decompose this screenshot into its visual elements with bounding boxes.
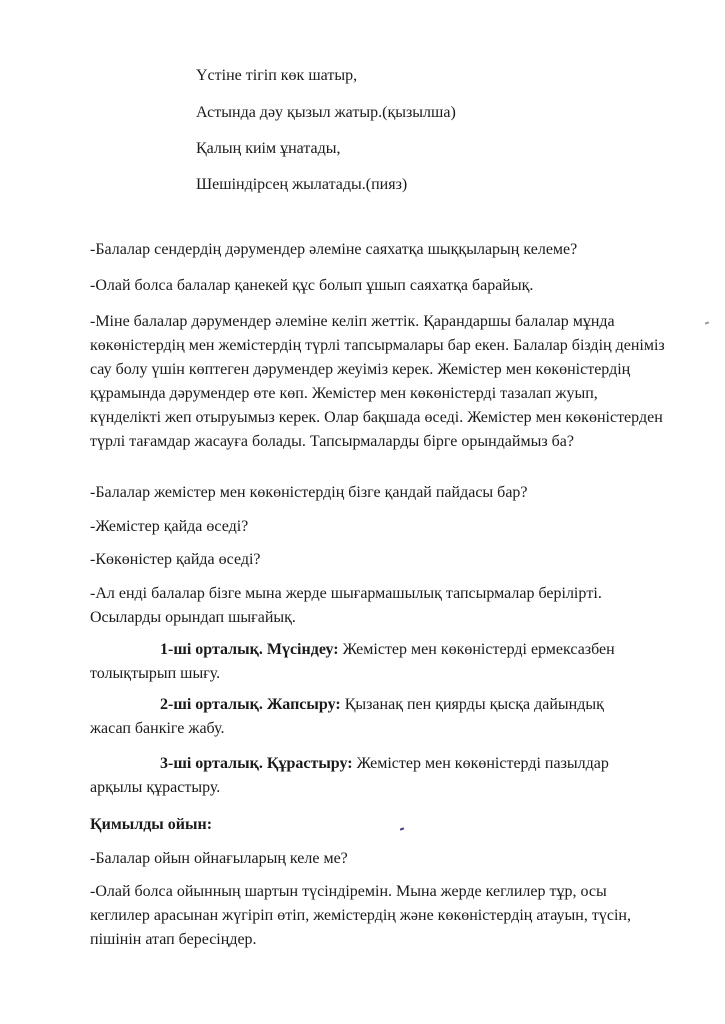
poem-line-3: Қалың киім ұнатады,: [196, 140, 341, 157]
center-cont: жасап банкіге жабу.: [90, 720, 225, 737]
game-paragraph-1: -Балалар ойын ойнағыларың келе ме?: [90, 850, 348, 867]
paragraph-5: -Жемістер қайда өседі?: [90, 518, 249, 535]
center-item-3: [90, 752, 680, 800]
center-item-1: [90, 638, 680, 686]
game-heading: Қимылды ойын:: [90, 816, 213, 833]
center-item-2: [90, 693, 680, 741]
center-text: Қызанақ пен қиярды қысқа дайындық: [340, 696, 604, 713]
center-text: Жемістер мен көкөністерді пазылдар: [352, 755, 609, 772]
center-text: Жемістер мен көкөністерді ермексазбен: [338, 641, 615, 658]
center-label: 3-ші орталық. Құрастыру:: [160, 755, 353, 772]
poem-line-4: Шешіндірсең жылатады.(пияз): [196, 176, 408, 193]
center-cont: арқылы құрастыру.: [90, 779, 221, 796]
paragraph-6: -Көкөністер қайда өседі?: [90, 551, 261, 568]
poem-line-1: Үстіне тігіп көк шатыр,: [196, 67, 358, 84]
center-label: 1-ші орталық. Мүсіндеу:: [160, 641, 339, 658]
paragraph-4: -Балалар жемістер мен көкөністердің бізге қандай пайдасы бар?: [90, 484, 528, 501]
paragraph-3: -Міне балалар дәрумендер әлеміне келіп жеттік. Қарандаршы балалар мұнда көкөністердің мен жемістердің түрлі тапсырмалары бар екен. Балалар біздің деніміз сау болу үшін көптеген дәрумендер жеуіміз керек. Жемістер мен көкөністердің құрамында дәрумендер өте көп. Жемістер мен көкөністерді тазалап жуып, күнделікті жеп отыруымыз керек. Олар бақшада өседі. Жемістер мен көкөністерден түрлі тағамдар жасауға болады. Тапсырмаларды бірге орындаймыз ба?: [90, 313, 665, 450]
poem-line-2: Астында дәу қызыл жатыр.(қызылша): [196, 104, 456, 121]
paragraph-7: -Ал енді балалар бізге мына жерде шығармашылық тапсырмалар берілipті. Осыларды орындап шығайық.: [90, 585, 602, 626]
paragraph-2: -Олай болса балалар қанекей құс болып ұшып саяхатқа барайық.: [90, 277, 534, 294]
center-label: 2-ші орталық. Жапсыру:: [160, 696, 341, 713]
game-paragraph-2: -Олай болса ойынның шартын түсіндіремін. Мына жерде кеглилер тұр, осы кеглилер арасынан жүгіріп өтіп, жемістердің және көкөністердің атауын, түсін, пішінін атап бересіңдер.: [90, 883, 631, 948]
ink-speck: [705, 321, 709, 324]
center-cont: толықтырып шығу.: [90, 665, 221, 682]
paragraph-1: -Балалар сендердің дәрумендер әлеміне саяхатқа шыққыларың келеме?: [90, 241, 578, 258]
